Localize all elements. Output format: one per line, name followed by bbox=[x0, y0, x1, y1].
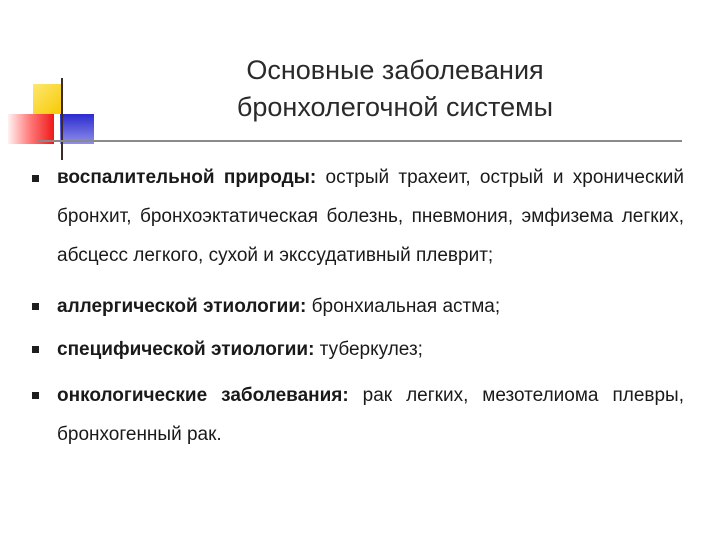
square-bullet-icon bbox=[32, 175, 39, 182]
square-bullet-icon bbox=[32, 346, 39, 353]
list-item-body: туберкулез; bbox=[314, 339, 423, 360]
square-bullet-icon bbox=[32, 392, 39, 399]
vertical-line bbox=[61, 78, 63, 160]
list-item-body: рак легких, мезотелиома плевры, бронхогенный рак. bbox=[57, 385, 684, 445]
title-line-1: Основные заболевания bbox=[246, 55, 544, 85]
list-item-heading: воспалительной природы: bbox=[57, 167, 317, 188]
list-item bbox=[32, 287, 684, 326]
list-item bbox=[32, 158, 684, 275]
slide-title bbox=[150, 52, 640, 126]
list-item-heading: онкологические заболевания: bbox=[57, 385, 349, 406]
list-item-text bbox=[57, 376, 684, 454]
list-item bbox=[32, 330, 684, 369]
decorative-squares bbox=[0, 0, 110, 170]
list-item-text bbox=[57, 287, 684, 326]
list-item-body: острый трахеит, острый и хронический бронхит, бронхоэктатическая болезнь, пневмония, эмфизема легких, абсцесс легкого, сухой и экссудативный плеврит; bbox=[57, 167, 684, 266]
list-item-text bbox=[57, 330, 684, 369]
list-item-heading: специфической этиологии: bbox=[57, 339, 315, 360]
list-item-text bbox=[57, 158, 684, 275]
list-item-heading: аллергической этиологии: bbox=[57, 296, 307, 317]
list-item-body: бронхиальная астма; bbox=[306, 296, 501, 317]
list-item bbox=[32, 376, 684, 454]
bullet-list bbox=[32, 158, 684, 454]
title-divider bbox=[38, 140, 682, 142]
yellow-square bbox=[33, 84, 63, 114]
square-bullet-icon bbox=[32, 303, 39, 310]
title-line-2: бронхолегочной системы bbox=[236, 92, 554, 122]
